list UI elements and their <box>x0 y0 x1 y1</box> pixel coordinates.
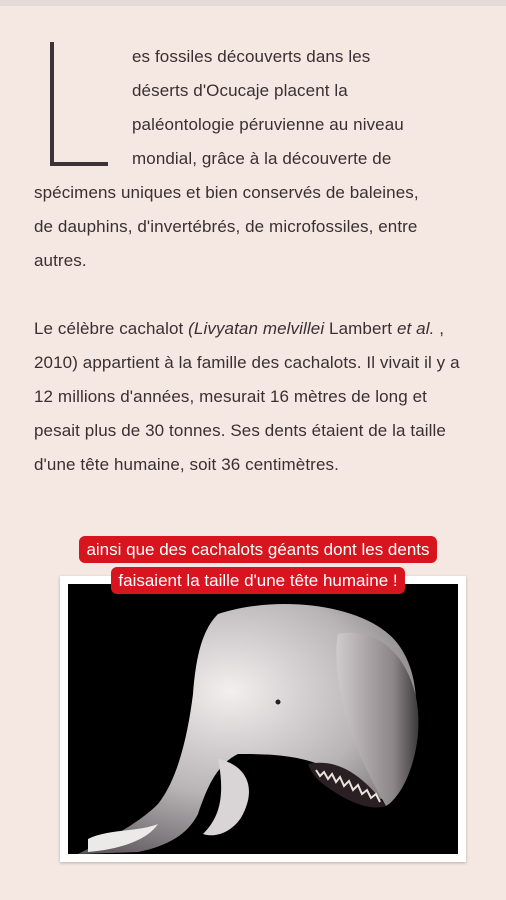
paragraph-1-line: paléontologie péruvienne au niveau <box>132 115 404 134</box>
whale-photo-frame <box>60 576 466 862</box>
top-edge <box>0 0 506 6</box>
paragraph-1-line: déserts d'Ocucaje placent la <box>132 81 348 100</box>
paragraph-1-line: spécimens uniques et bien conservés de baleines, <box>34 183 419 202</box>
article-body <box>34 40 474 482</box>
photo-caption <box>64 534 452 596</box>
paragraph-1-first-line: es fossiles découverts dans les <box>132 47 371 66</box>
paragraph-1-line: mondial, grâce à la découverte de <box>132 149 392 168</box>
et-al: et al. <box>396 319 435 338</box>
species-name: (Livyatan melvillei <box>188 319 325 338</box>
sperm-whale-image <box>68 584 458 854</box>
paragraph-1 <box>34 40 474 278</box>
paragraph-1-line: de dauphins, d'invertébrés, de microfossiles, entre <box>34 217 418 236</box>
whale-illustration <box>68 584 458 854</box>
paragraph-2-intro: Le célèbre cachalot <box>34 319 189 338</box>
paragraph-2-rest: , 2010) appartient à la famille des cachalots. Il vivait il y a 12 millions d'années, mesurait 16 mètres de long et pesait plus de 30 tonnes. Ses dents étaient de la taille d'une tête humaine, soit 36 centimètres. <box>34 319 460 474</box>
caption-text: ainsi que des cachalots géants dont les dents faisaient la taille d'une tête humaine ! <box>79 536 436 594</box>
paragraph-2 <box>34 312 474 482</box>
paragraph-1-line: autres. <box>34 251 87 270</box>
species-author: Lambert <box>324 319 397 338</box>
